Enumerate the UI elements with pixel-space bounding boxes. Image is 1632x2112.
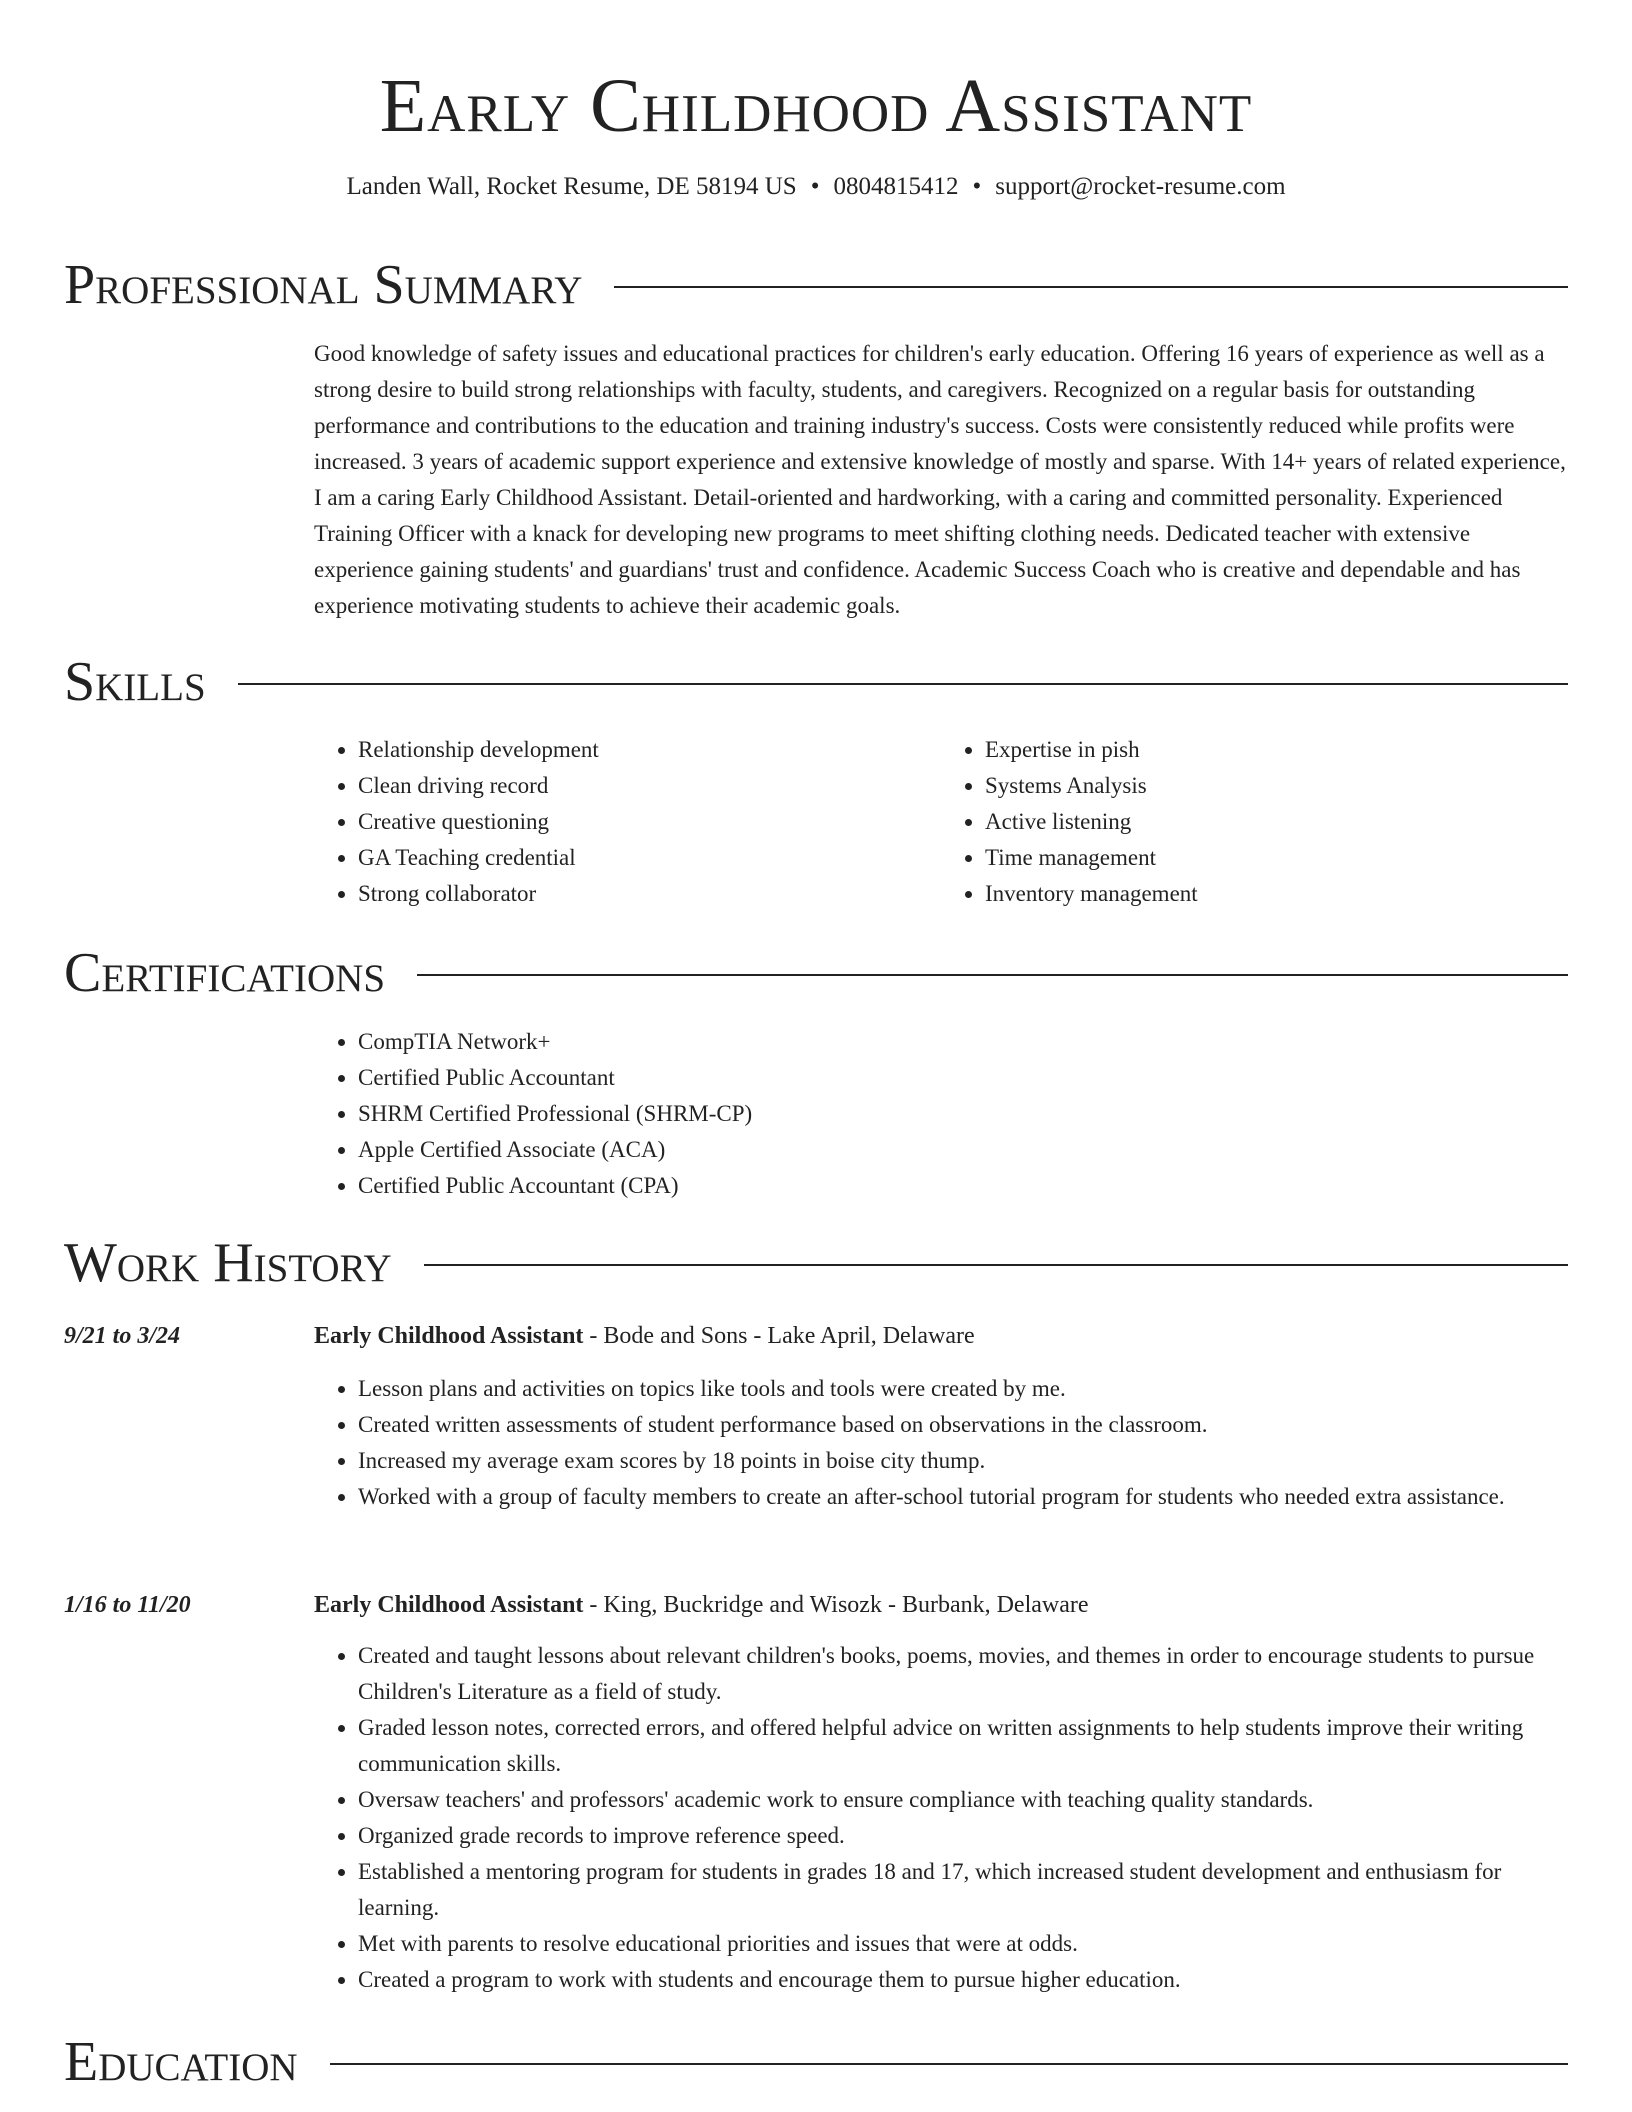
certifications-section-title: Certifications bbox=[64, 942, 386, 1004]
job-heading bbox=[314, 1318, 1568, 1354]
summary-section-title: Professional Summary bbox=[64, 254, 583, 316]
job-bullet: • Worked with a group of faculty members to create an after-school tutorial program for students who needed extra assistance. bbox=[358, 1479, 1568, 1515]
skills-column-right bbox=[941, 732, 1568, 912]
job-bullet: • Increased my average exam scores by 18 points in boise city thump. bbox=[358, 1443, 1568, 1479]
certification-item: • Apple Certified Associate (ACA) bbox=[358, 1132, 1568, 1168]
job-dates: 1/16 to 11/20 bbox=[64, 1592, 191, 1618]
section-divider bbox=[417, 974, 1568, 976]
skill-item: • GA Teaching credential bbox=[358, 840, 941, 876]
certification-item: • SHRM Certified Professional (SHRM-CP) bbox=[358, 1096, 1568, 1132]
skill-item: • Time management bbox=[985, 840, 1568, 876]
skill-item: • Expertise in pish bbox=[985, 732, 1568, 768]
skill-item: • Inventory management bbox=[985, 876, 1568, 912]
summary-text: Good knowledge of safety issues and educational practices for children's early education. Offering 16 years of experience as well as a strong desire to build strong relationships with faculty, students, and caregivers. Recognized on a regular basis for outstanding performance and contributions to the education and training industry's success. Costs were consistently reduced while profits were increased. 3 years of academic support experience and extensive knowledge of mostly and sparse. With 14+ years of related experience, I am a caring Early Childhood Assistant. Detail-oriented and hardworking, with a caring and committed personality. Experienced Training Officer with a knack for developing new programs to meet shifting clothing needs. Dedicated teacher with extensive experience gaining students' and guardians' trust and confidence. Academic Success Coach who is creative and dependable and has experience motivating students to achieve their academic goals. bbox=[314, 341, 1566, 618]
job-bullet: • Oversaw teachers' and professors' academic work to ensure compliance with teaching quality standards. bbox=[358, 1782, 1568, 1818]
job-details: - King, Buckridge and Wisozk - Burbank, Delaware bbox=[583, 1592, 1089, 1618]
contact-address: Landen Wall, Rocket Resume, DE 58194 US bbox=[346, 173, 797, 200]
section-divider bbox=[614, 286, 1568, 288]
work-section-title: Work History bbox=[64, 1232, 392, 1294]
skill-item: • Clean driving record bbox=[358, 768, 941, 804]
section-divider bbox=[424, 1264, 1568, 1266]
job-bullet: • Graded lesson notes, corrected errors, and offered helpful advice on written assignments to help students improve their writing communication skills. bbox=[358, 1710, 1568, 1782]
job-title: Early Childhood Assistant bbox=[314, 1592, 584, 1618]
education-section-title: Education bbox=[64, 2031, 298, 2093]
contact-phone: 0804815412 bbox=[833, 173, 959, 200]
skills-section-header bbox=[64, 652, 1568, 712]
summary-section-header bbox=[64, 255, 1568, 315]
job-bullets bbox=[314, 1638, 1568, 1998]
skill-item: • Creative questioning bbox=[358, 804, 941, 840]
job-bullet: • Created written assessments of student performance based on observations in the classroom. bbox=[358, 1407, 1568, 1443]
job-dates: 9/21 to 3/24 bbox=[64, 1323, 181, 1349]
skills-list bbox=[314, 732, 1568, 912]
summary-block bbox=[314, 336, 1568, 624]
contact-separator: • bbox=[972, 173, 982, 200]
job-bullet: • Met with parents to resolve educational priorities and issues that were at odds. bbox=[358, 1926, 1568, 1962]
contact-separator: • bbox=[810, 173, 820, 200]
skill-item: • Strong collaborator bbox=[358, 876, 941, 912]
job-heading bbox=[314, 1587, 1568, 1623]
job-bullet: • Created and taught lessons about relevant children's books, poems, movies, and themes in order to encourage students to pursue Children's Literature as a field of study. bbox=[358, 1638, 1568, 1710]
skill-item: • Relationship development bbox=[358, 732, 941, 768]
contact-line bbox=[0, 172, 1632, 202]
job-bullet: • Created a program to work with students and encourage them to pursue higher education. bbox=[358, 1962, 1568, 1998]
section-divider bbox=[330, 2063, 1568, 2065]
certification-item: • CompTIA Network+ bbox=[358, 1024, 1568, 1060]
skills-section-title: Skills bbox=[64, 651, 206, 713]
education-section-header bbox=[64, 2032, 1568, 2092]
certification-item: • Certified Public Accountant (CPA) bbox=[358, 1168, 1568, 1204]
section-divider bbox=[238, 683, 1568, 685]
certifications-list bbox=[314, 1024, 1568, 1204]
skills-column-left bbox=[314, 732, 941, 912]
work-section-header bbox=[64, 1233, 1568, 1293]
job-bullet: • Established a mentoring program for students in grades 18 and 17, which increased student development and enthusiasm for learning. bbox=[358, 1854, 1568, 1926]
job-bullet: • Organized grade records to improve reference speed. bbox=[358, 1818, 1568, 1854]
job-title: Early Childhood Assistant bbox=[314, 1323, 584, 1349]
job-bullets bbox=[314, 1371, 1568, 1515]
skill-item: • Systems Analysis bbox=[985, 768, 1568, 804]
certifications-section-header bbox=[64, 943, 1568, 1003]
contact-email: support@rocket-resume.com bbox=[995, 173, 1286, 200]
job-bullet: • Lesson plans and activities on topics like tools and tools were created by me. bbox=[358, 1371, 1568, 1407]
skill-item: • Active listening bbox=[985, 804, 1568, 840]
certification-item: • Certified Public Accountant bbox=[358, 1060, 1568, 1096]
resume-name: Early Childhood Assistant bbox=[379, 64, 1253, 148]
job-details: - Bode and Sons - Lake April, Delaware bbox=[583, 1323, 975, 1349]
